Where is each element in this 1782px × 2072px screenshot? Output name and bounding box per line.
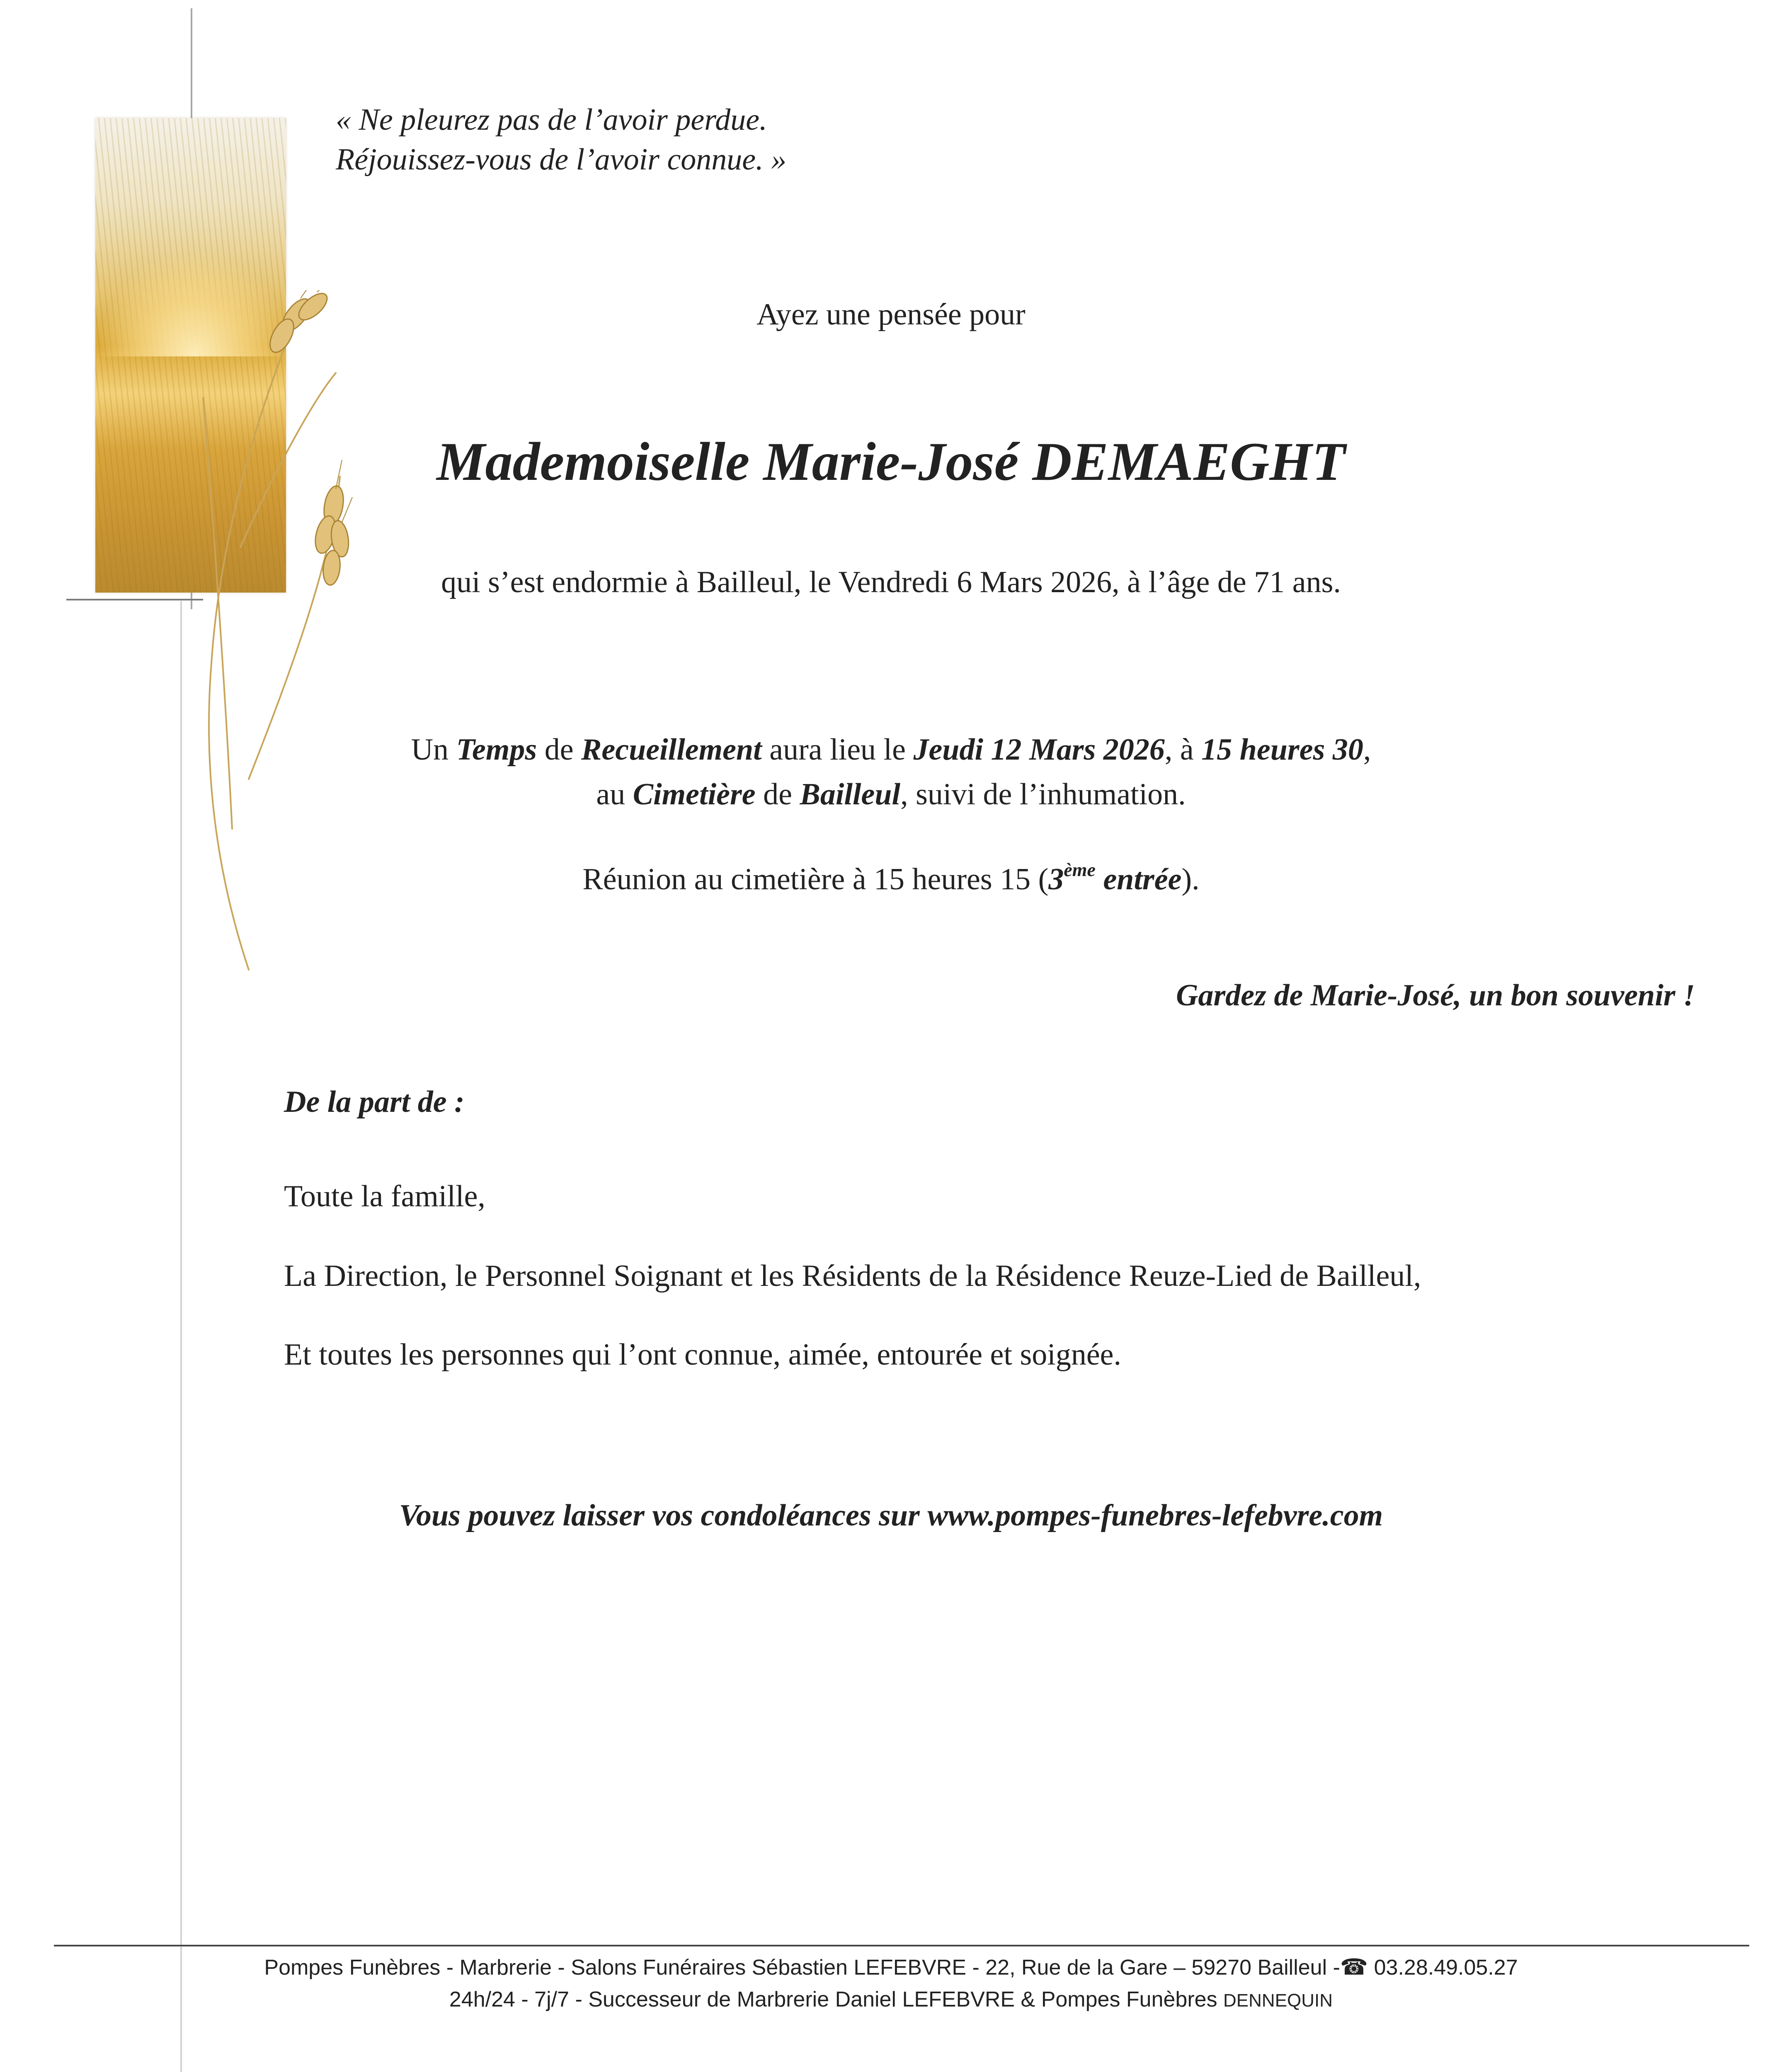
death-announcement: qui s’est endormie à Bailleul, le Vendredi 6 Mars 2026, à l’âge de 71 ans.: [441, 565, 1341, 599]
meeting-text: Réunion au cimetière à 15 heures 15 (: [582, 862, 1049, 896]
ceremony-emphasis: Temps: [456, 733, 537, 767]
meeting-entrance-word: entrée: [1095, 862, 1182, 896]
ceremony-town: Bailleul: [800, 777, 901, 811]
footer-services: 24h/24 - 7j/7 - Successeur de Marbrerie Daniel LEFEBVRE & Pompes Funèbres: [449, 1987, 1224, 2011]
ceremony-time: 15 heures 30: [1201, 733, 1363, 767]
ceremony-text: au: [596, 777, 633, 811]
meeting-text: ).: [1181, 862, 1200, 896]
ceremony-text: de: [537, 733, 582, 767]
from-line-residence: La Direction, le Personnel Soignant et les Résidents de la Résidence Reuze-Lied de Bailleul,: [284, 1259, 1421, 1293]
intro-text: Ayez une pensée pour: [756, 298, 1026, 332]
condolences-line: Vous pouvez laisser vos condoléances sur www.pompes-funebres-lefebvre.com: [399, 1498, 1383, 1532]
ceremony-text: de: [755, 777, 800, 811]
ceremony-line-1: [0, 734, 1782, 765]
footer-phone-number: 03.28.49.05.27: [1368, 1956, 1518, 1980]
meeting-entrance-number: 3: [1048, 862, 1064, 896]
ceremony-line-2: [0, 779, 1782, 810]
footer-divider: [54, 1945, 1749, 1946]
ceremony-text: aura lieu le: [761, 733, 914, 767]
souvenir-line: Gardez de Marie-José, un bon souvenir !: [1176, 978, 1695, 1012]
ceremony-text: ,: [1363, 733, 1371, 767]
ceremony-emphasis: Recueillement: [581, 733, 762, 767]
footer-address: Pompes Funèbres - Marbrerie - Salons Funéraires Sébastien LEFEBVRE - 22, Rue de la Gare – 59270 Bailleul -: [264, 1956, 1340, 1980]
footer-line-2: [0, 1987, 1782, 2012]
from-line-others: Et toutes les personnes qui l’ont connue, aimée, entourée et soignée.: [284, 1338, 1122, 1372]
deceased-name: Mademoiselle Marie-José DEMAEGHT: [436, 431, 1346, 492]
footer-line-1: [0, 1954, 1782, 1980]
quote-line-2: Réjouissez-vous de l’avoir connue. »: [336, 143, 787, 177]
footer-dennequin: DENNEQUIN: [1223, 1990, 1333, 2011]
from-line-family: Toute la famille,: [284, 1179, 485, 1213]
telephone-icon: ☎: [1340, 1955, 1368, 1980]
from-label: De la part de :: [284, 1085, 465, 1119]
ceremony-text: , à: [1164, 733, 1202, 767]
ceremony-place: Cimetière: [633, 777, 756, 811]
ceremony-text: , suivi de l’inhumation.: [900, 777, 1186, 811]
ceremony-date: Jeudi 12 Mars 2026: [913, 733, 1165, 767]
meeting-line: [0, 859, 1782, 896]
quote-line-1: « Ne pleurez pas de l’avoir perdue.: [336, 103, 767, 137]
ceremony-text: Un: [411, 733, 456, 767]
meeting-ordinal-suffix: ème: [1064, 859, 1096, 880]
